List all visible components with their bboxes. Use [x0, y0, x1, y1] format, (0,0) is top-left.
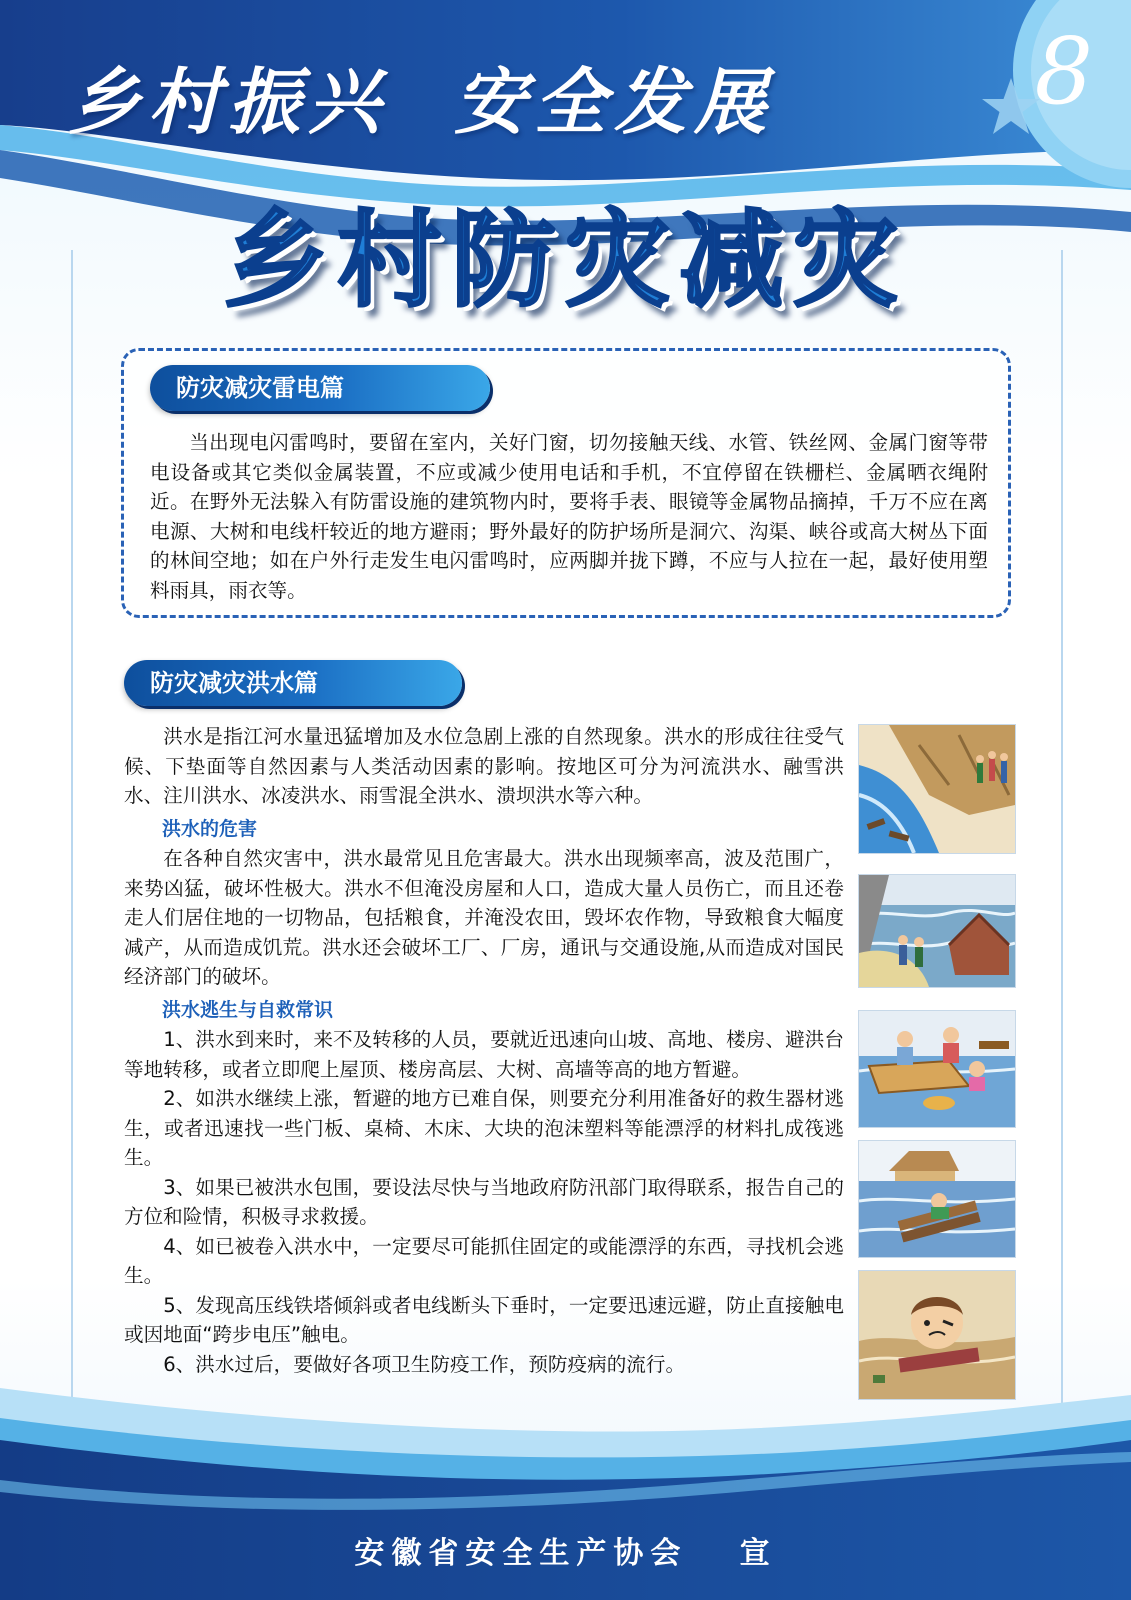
flood-harm-title: 洪水的危害 [162, 817, 258, 840]
flood-intro: 洪水是指江河水量迅猛增加及水位急剧上涨的自然现象。洪水的形成往往受气候、下垫面等自然因素与人类活动因素的影响。按地区可分为河流洪水、融雪洪水、注川洪水、冰凌洪水、雨雪混全洪水、溃坝洪水等六种。 [124, 725, 844, 807]
flood-harm-text: 在各种自然灾害中，洪水最常见且危害最大。洪水出现频率高，波及范围广，来势凶猛，破坏性极大。洪水不但淹没房屋和人口，造成大量人员伤亡，而且还卷走人们居住地的一切物品，包括粮食，并淹没农田，毁坏农作物，导致粮食大幅度减产，从而造成饥荒。洪水还会破坏工厂、厂房，通讯与交通设施,从而造成对国民经济部门的破坏。 [124, 847, 844, 988]
header-slogan: 乡村振兴 安全发展 [68, 59, 775, 144]
flood-cliff-illustration [858, 724, 1016, 854]
lightning-text: 当出现电闪雷鸣时，要留在室内，关好门窗，切勿接触天线、水管、铁丝网、金属门窗等带电设备或其它类似金属装置，不应或减少使用电话和手机，不宜停留在铁栅栏、金属晒衣绳附近。在野外无法躲入有防雷设施的建筑物内时，要将手表、眼镜等金属物品摘掉，千万不应在离电源、大树和电线杆较近的地方避雨；野外最好的防护场所是洞穴、沟渠、峡谷或高大树丛下面的林间空地；如在户外行走发生电闪雷鸣时，应两脚并拢下蹲，不应与人拉在一起，最好使用塑料雨具，雨衣等。 [150, 431, 988, 602]
flood-escape-item: 6、洪水过后，要做好各项卫生防疫工作，预防疫病的流行。 [163, 1352, 686, 1376]
lightning-heading: 防灾减灾雷电篇 [150, 365, 490, 411]
star-icon [980, 76, 1042, 138]
main-title: 乡村防灾减灾 [223, 199, 908, 321]
flooded-village-illustration [858, 874, 1016, 988]
flood-escape-item: 5、发现高压线铁塔倾斜或者电线断头下垂时，一定要迅速远避，防止直接触电或因地面“跨步电压”触电。 [124, 1293, 844, 1346]
flood-text-column [124, 722, 844, 1379]
flood-escape-item: 3、如果已被洪水包围，要设法尽快与当地政府防汛部门取得联系，报告自己的方位和险情，积极寻求救援。 [124, 1175, 844, 1228]
flood-escape-item: 4、如已被卷入洪水中，一定要尽可能抓住固定的或能漂浮的东西，寻找机会逃生。 [124, 1234, 844, 1287]
footer-publisher: 安徽省安全生产协会 宣 [354, 1536, 777, 1571]
flood-heading: 防灾减灾洪水篇 [124, 660, 462, 706]
rooftop-rescue-illustration [858, 1010, 1016, 1128]
grab-floating-object-illustration [858, 1270, 1016, 1400]
page-number: 8 [1034, 18, 1093, 125]
raft-escape-illustration [858, 1140, 1016, 1258]
flood-escape-title: 洪水逃生与自救常识 [162, 998, 334, 1021]
flood-escape-item: 2、如洪水继续上涨，暂避的地方已难自保，则要充分利用准备好的救生器材逃生，或者迅速找一些门板、桌椅、木床、大块的泡沫塑料等能漂浮的材料扎成筏逃生。 [124, 1087, 844, 1169]
flood-escape-item: 1、洪水到来时，来不及转移的人员，要就近迅速向山坡、高地、楼房、避洪台等地转移，或者立即爬上屋顶、楼房高层、大树、高墙等高的地方暂避。 [124, 1028, 844, 1081]
